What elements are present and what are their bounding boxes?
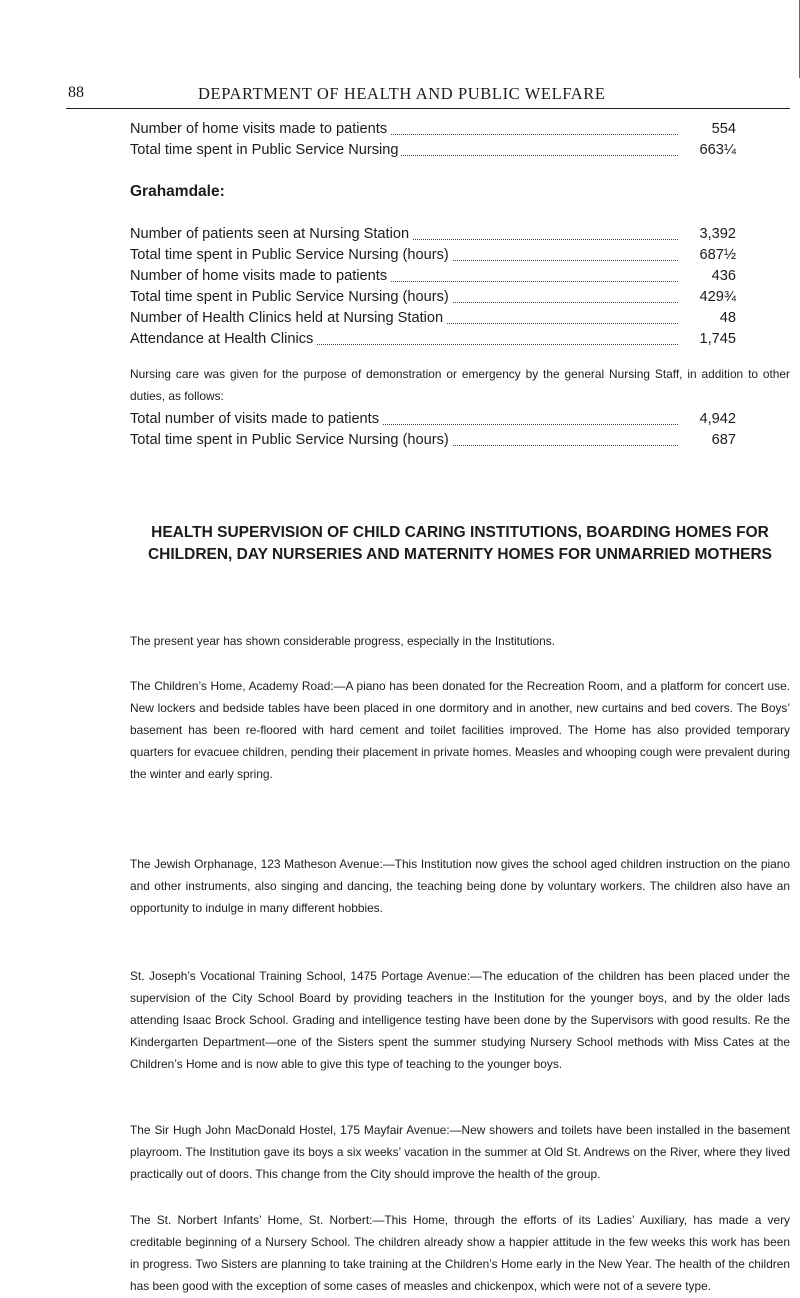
row-value: 48: [719, 310, 736, 326]
table-row: [130, 247, 736, 268]
jewish-orphanage-paragraph: The Jewish Orphanage, 123 Matheson Avenue:—This Institution now gives the school aged children instruction on the piano and other instruments, also singing and dancing, the teaching being done by voluntary workers. The children also have an opportunity to indulge in many different hobbies.: [130, 857, 790, 915]
st-norbert-paragraph: The St. Norbert Infants’ Home, St. Norbert:—This Home, through the efforts of its Ladies’ Auxiliary, has made a very creditable beginning of a Nursery School. The children already show a happier attitude in the few weeks this work has been in progress. Two Sisters are planning to take training at the Children’s Home early in the New Year. The health of the children has been good with the exception of some cases of measles and chickenpox, which were not of a severe type.: [130, 1213, 790, 1293]
row-label: Total time spent in Public Service Nursing (hours): [130, 432, 452, 448]
grahamdale-heading: Grahamdale:: [130, 183, 225, 200]
row-label: Number of home visits made to patients: [130, 268, 390, 284]
table-row: [130, 121, 736, 142]
row-label: Total time spent in Public Service Nursing (hours): [130, 247, 452, 263]
row-label: Total time spent in Public Service Nursing (hours): [130, 289, 452, 305]
row-value: 663¼: [699, 142, 736, 158]
macdonald-hostel-paragraph: The Sir Hugh John MacDonald Hostel, 175 Mayfair Avenue:—New showers and toilets have been installed in the basement playroom. The Institution gave its boys a six weeks’ vacation in the summer at Old St. Andrews on the River, where they lived practically out of doors. This change from the City should improve the health of the group.: [130, 1123, 790, 1181]
table-row: [130, 142, 736, 163]
section-title: HEALTH SUPERVISION OF CHILD CARING INSTITUTIONS, BOARDING HOMES FOR CHILDREN, DAY NURSERIES AND MATERNITY HOMES FOR UNMARRIED MOTHERS: [147, 524, 773, 563]
row-label: Number of home visits made to patients: [130, 121, 390, 137]
page-header: [68, 84, 790, 108]
table-row: [130, 289, 736, 310]
general-nursing-table: [130, 411, 736, 453]
table-row: [130, 331, 736, 352]
table-row: [130, 268, 736, 289]
running-head: DEPARTMENT OF HEALTH AND PUBLIC WELFARE: [198, 84, 606, 103]
row-label: Number of patients seen at Nursing Station: [130, 226, 412, 242]
grahamdale-table: [130, 226, 736, 352]
home-visits-table: [130, 121, 736, 163]
row-value: 554: [711, 121, 736, 137]
header-rule: [66, 108, 790, 109]
row-value: 687: [711, 432, 736, 448]
row-label: Number of Health Clinics held at Nursing Station: [130, 310, 446, 326]
page-number: 88: [68, 84, 84, 101]
row-value: 687½: [699, 247, 736, 263]
nursing-care-paragraph: Nursing care was given for the purpose of demonstration or emergency by the general Nursing Staff, in addition to other duties, as follows:: [130, 367, 790, 403]
st-josephs-paragraph: St. Joseph’s Vocational Training School, 1475 Portage Avenue:—The education of the children has been placed under the supervision of the City School Board by providing teachers in the Institution for the younger boys, and by the older lads attending Isaac Brock School. Grading and intelligence testing have been done by the Supervisors with good results. Re the Kindergarten Department—one of the Sisters spent the summer studying Nursery School methods with Miss Cates at the Children’s Home and is now able to give this type of teaching to the younger boys.: [130, 969, 790, 1071]
table-row: [130, 226, 736, 247]
row-label: Total number of visits made to patients: [130, 411, 382, 427]
row-value: 4,942: [699, 411, 736, 427]
childrens-home-paragraph: The Children’s Home, Academy Road:—A piano has been donated for the Recreation Room, and a platform for concert use. New lockers and bedside tables have been placed in one dormitory and in another, new curtains and bed covers. The Boys’ basement has been re-floored with hard cement and toilet facilities improved. The Home has also provided temporary quarters for evacuee children, pending their placement in private homes. Measles and whooping cough were prevalent during the winter and early spring.: [130, 679, 790, 781]
row-value: 3,392: [699, 226, 736, 242]
page-edge-mark: [793, 0, 800, 78]
row-value: 436: [711, 268, 736, 284]
row-label: Attendance at Health Clinics: [130, 331, 316, 347]
intro-paragraph: The present year has shown considerable progress, especially in the Institutions.: [130, 634, 555, 648]
row-value: 429¾: [699, 289, 736, 305]
table-row: [130, 310, 736, 331]
table-row: [130, 411, 736, 432]
row-label: Total time spent in Public Service Nursing: [130, 142, 401, 158]
row-value: 1,745: [699, 331, 736, 347]
table-row: [130, 432, 736, 453]
